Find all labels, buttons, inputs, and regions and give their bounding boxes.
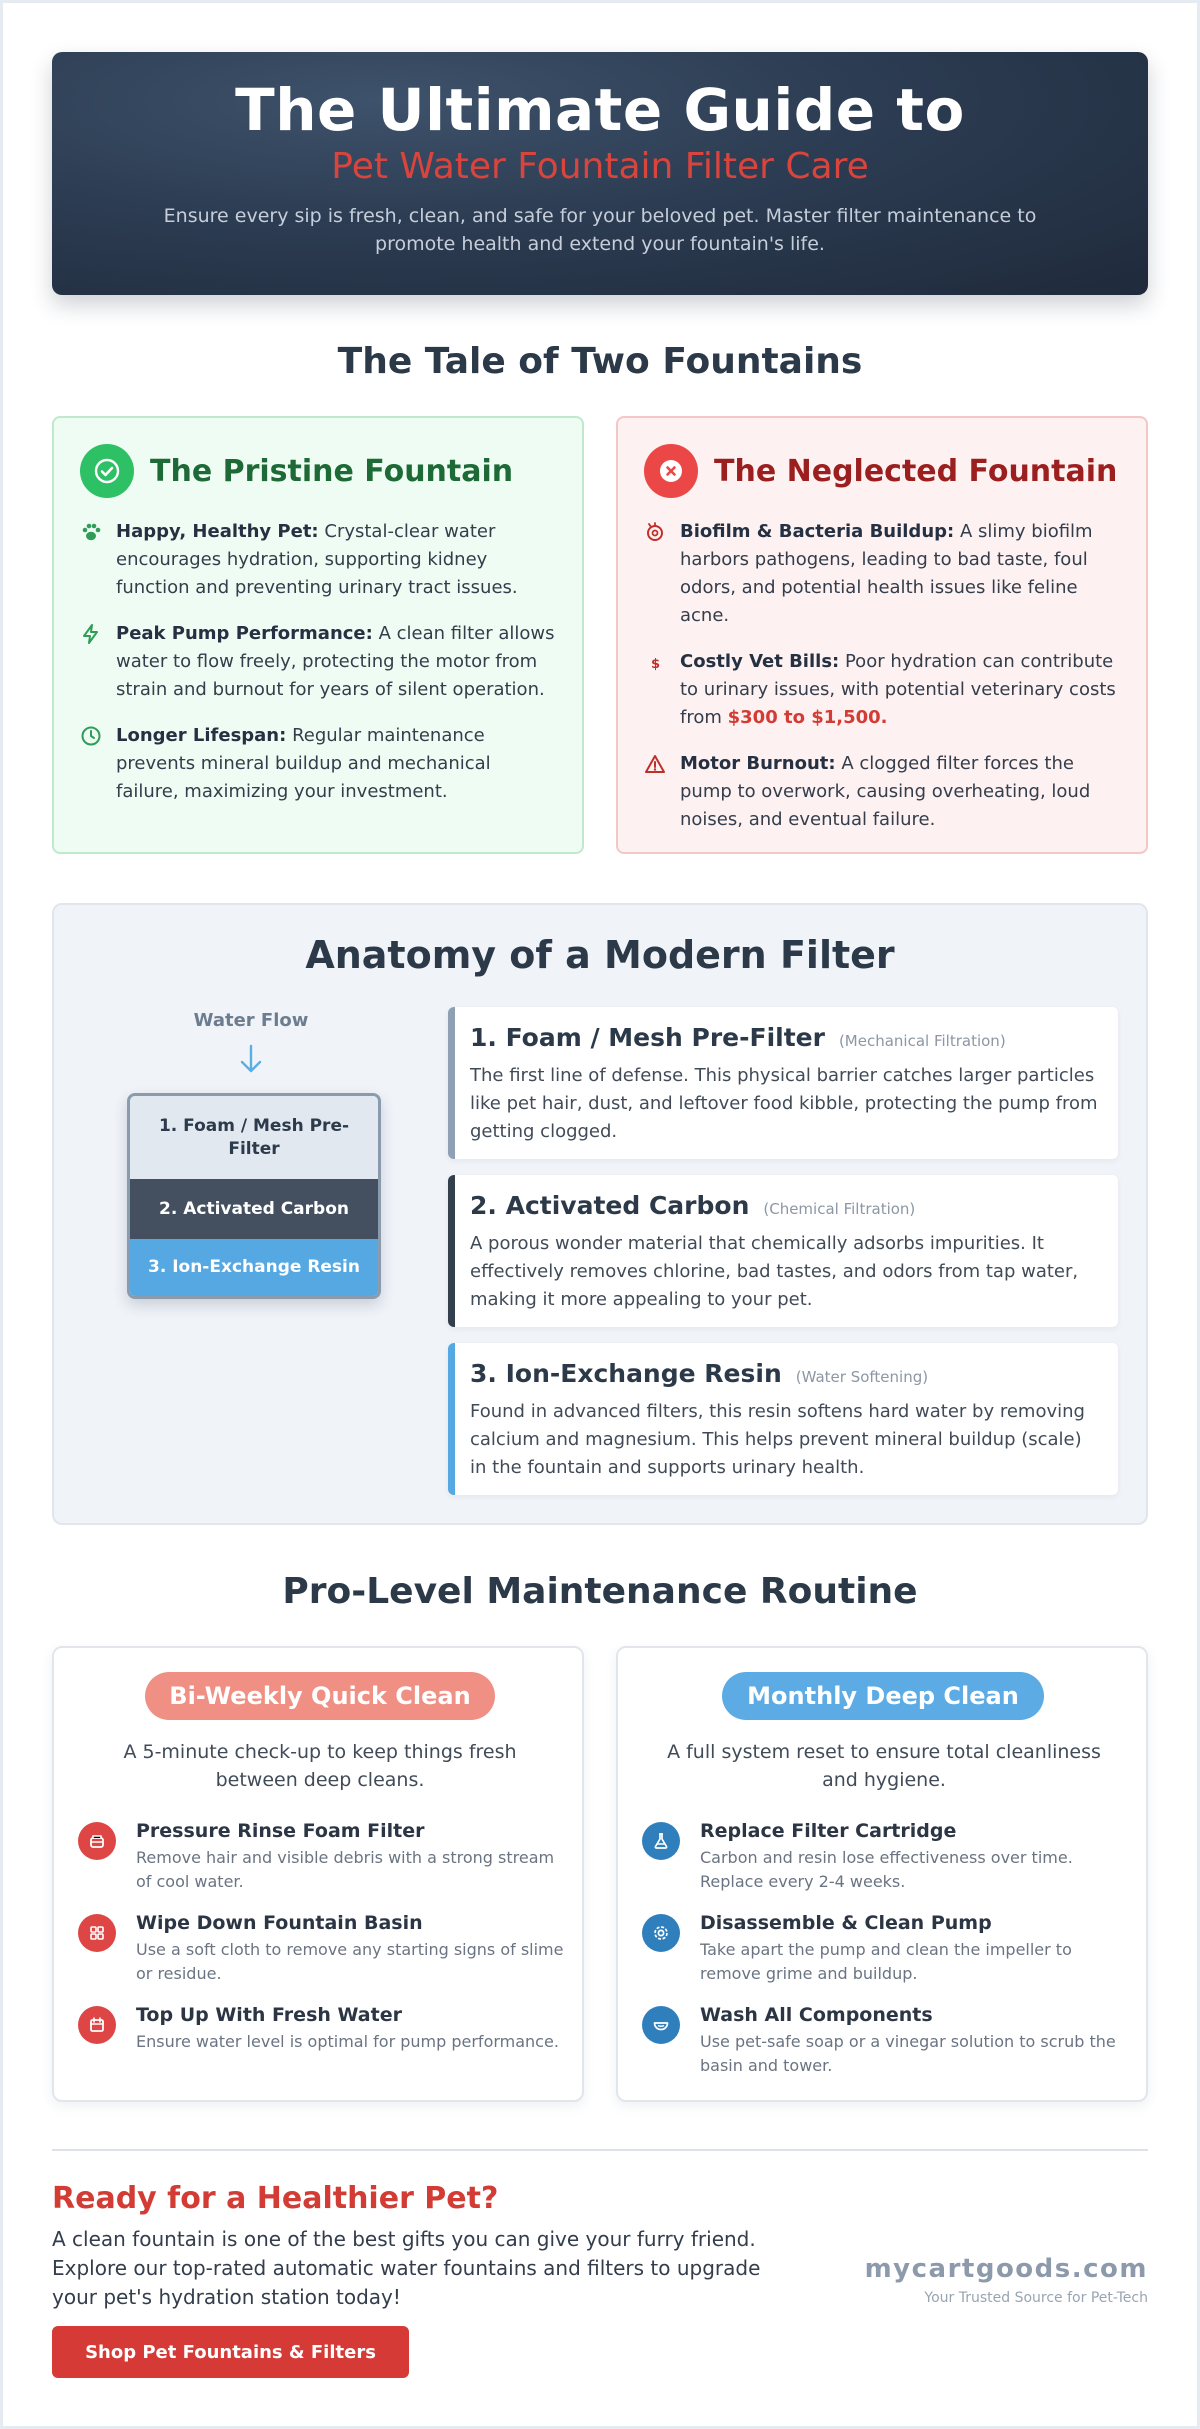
item-label: Motor Burnout: — [680, 753, 836, 774]
check-icon — [80, 444, 134, 498]
task-title: Top Up With Fresh Water — [136, 2004, 402, 2026]
cta-title: Ready for a Healthier Pet? — [52, 2181, 499, 2216]
item-text: Poor hydration can contribute to urinary issues, with potential veterinary costs from — [680, 651, 1116, 728]
monthly-description: A full system reset to ensure total cleanliness and hygiene. — [667, 1741, 1101, 1791]
item-text: A clogged filter forces the pump to overwork, causing overheating, loud noises, and eventual failure. — [680, 753, 1091, 830]
biweekly-description: A 5-minute check-up to keep things fresh between deep cleans. — [123, 1741, 517, 1791]
filter-card-carbon — [448, 1175, 1118, 1327]
filter-card-resin — [448, 1343, 1118, 1495]
task-text: Ensure water level is optimal for pump performance. — [136, 2032, 559, 2051]
pristine-fountain-card — [52, 416, 584, 854]
card-text: Found in advanced filters, this resin softens hard water by removing calcium and magnesium. This helps prevent mineral buildup (scale) in the fountain and supports urinary health. — [470, 1401, 1085, 1478]
task-text: Use pet-safe soap or a vinegar solution to scrub the basin and tower. — [700, 2032, 1116, 2075]
list-item — [78, 1910, 568, 1986]
list-item — [80, 722, 556, 806]
list-item — [80, 620, 556, 704]
item-text: A slimy biofilm harbors pathogens, leading to bad taste, foul odors, and potential health issues like feline acne. — [680, 521, 1093, 626]
lightning-icon — [80, 623, 102, 704]
card-tag: (Mechanical Filtration) — [838, 1032, 1006, 1050]
card-tag: (Water Softening) — [795, 1368, 929, 1386]
tale-heading: The Tale of Two Fountains — [337, 341, 863, 382]
task-title: Pressure Rinse Foam Filter — [136, 1820, 425, 1842]
item-text: Crystal-clear water encourages hydration, supporting kidney function and preventing urinary tract issues. — [116, 521, 518, 598]
svg-text:$: $ — [651, 657, 661, 672]
item-label: Peak Pump Performance: — [116, 623, 373, 644]
task-title: Wash All Components — [700, 2004, 933, 2026]
card-accent-bar — [448, 1007, 455, 1159]
card-accent-bar — [448, 1175, 455, 1327]
shop-button[interactable]: Shop Pet Fountains & Filters — [52, 2326, 409, 2378]
task-title: Wipe Down Fountain Basin — [136, 1912, 423, 1934]
hero-description: Ensure every sip is fresh, clean, and safe for your beloved pet. Master filter maintenance to promote health and extend your fountain's life. — [163, 205, 1037, 255]
filter-stack-diagram — [127, 1093, 381, 1299]
neglected-fountain-card — [616, 416, 1148, 854]
neglected-title: The Neglected Fountain — [714, 453, 1118, 489]
list-item — [642, 1818, 1132, 1894]
clock-icon — [80, 725, 102, 806]
flask-icon — [642, 1822, 680, 1860]
list-item — [642, 2002, 1132, 2078]
hero-subtitle: Pet Water Fountain Filter Care — [331, 146, 869, 187]
card-title: 3. Ion-Exchange Resin — [470, 1359, 782, 1388]
brand-logo[interactable]: mycartgoods.com — [864, 2254, 1148, 2284]
monthly-card — [616, 1646, 1148, 2102]
pristine-title: The Pristine Fountain — [150, 453, 514, 489]
bowl-icon — [642, 2006, 680, 2044]
item-label: Biofilm & Bacteria Buildup: — [680, 521, 955, 542]
routine-heading: Pro-Level Maintenance Routine — [282, 1571, 918, 1612]
list-item — [644, 750, 1120, 834]
card-tag: (Chemical Filtration) — [763, 1200, 916, 1218]
gear-icon — [642, 1914, 680, 1952]
list-item — [642, 1910, 1132, 1986]
monthly-pill: Monthly Deep Clean — [722, 1672, 1044, 1720]
item-label: Happy, Healthy Pet: — [116, 521, 319, 542]
list-item — [78, 2002, 568, 2054]
anatomy-section — [52, 903, 1148, 1525]
bacteria-icon — [644, 521, 666, 630]
list-item — [644, 648, 1120, 732]
card-text: A porous wonder material that chemically adsorbs impurities. It effectively removes chlorine, bad tastes, and odors from tap water, making it more appealing to your pet. — [470, 1233, 1079, 1310]
filter-card-foam — [448, 1007, 1118, 1159]
card-accent-bar — [448, 1343, 455, 1495]
task-title: Replace Filter Cartridge — [700, 1820, 957, 1842]
hero-banner — [52, 52, 1148, 295]
sponge-icon — [78, 1822, 116, 1860]
biweekly-card — [52, 1646, 584, 2102]
cost-highlight: $300 to $1,500. — [727, 707, 888, 728]
list-item — [644, 518, 1120, 630]
warning-icon — [644, 753, 666, 834]
task-text: Carbon and resin lose effectiveness over time. Replace every 2-4 weeks. — [700, 1848, 1073, 1891]
task-text: Use a soft cloth to remove any starting signs of slime or residue. — [136, 1940, 564, 1983]
card-title: 1. Foam / Mesh Pre-Filter — [470, 1023, 825, 1052]
layer-resin: 3. Ion-Exchange Resin — [130, 1239, 378, 1296]
anatomy-heading: Anatomy of a Modern Filter — [305, 933, 895, 977]
dollar-icon — [644, 651, 666, 732]
grid-icon — [78, 1914, 116, 1952]
item-text: Regular maintenance prevents mineral buildup and mechanical failure, maximizing your investment. — [116, 725, 491, 802]
item-label: Longer Lifespan: — [116, 725, 287, 746]
card-title: 2. Activated Carbon — [470, 1191, 750, 1220]
paw-icon — [80, 521, 102, 602]
item-text: A clean filter allows water to flow freely, protecting the motor from strain and burnout for years of silent operation. — [116, 623, 555, 700]
list-item — [78, 1818, 568, 1894]
layer-carbon: 2. Activated Carbon — [130, 1179, 378, 1239]
task-text: Take apart the pump and clean the impeller to remove grime and buildup. — [700, 1940, 1072, 1983]
list-item — [80, 518, 556, 602]
page — [3, 3, 1197, 2426]
cta-text: A clean fountain is one of the best gifts you can give your furry friend. Explore our top-rated automatic water fountains and filters to upgrade your pet's hydration station today! — [52, 2227, 761, 2309]
calendar-icon — [78, 2006, 116, 2044]
layer-foam: 1. Foam / Mesh Pre-Filter — [130, 1096, 378, 1179]
biweekly-pill: Bi-Weekly Quick Clean — [145, 1672, 495, 1720]
task-title: Disassemble & Clean Pump — [700, 1912, 992, 1934]
item-label: Costly Vet Bills: — [680, 651, 840, 672]
task-text: Remove hair and visible debris with a strong stream of cool water. — [136, 1848, 555, 1891]
card-text: The first line of defense. This physical barrier catches larger particles like pet hair, dust, and leftover food kibble, protecting the pump from getting clogged. — [470, 1065, 1098, 1142]
water-flow-label: Water Flow — [193, 1010, 309, 1031]
divider — [52, 2149, 1148, 2151]
x-icon — [644, 444, 698, 498]
brand-tagline: Your Trusted Source for Pet-Tech — [924, 2290, 1148, 2306]
arrow-down-icon — [237, 1043, 265, 1079]
hero-title: The Ultimate Guide to — [235, 76, 965, 144]
